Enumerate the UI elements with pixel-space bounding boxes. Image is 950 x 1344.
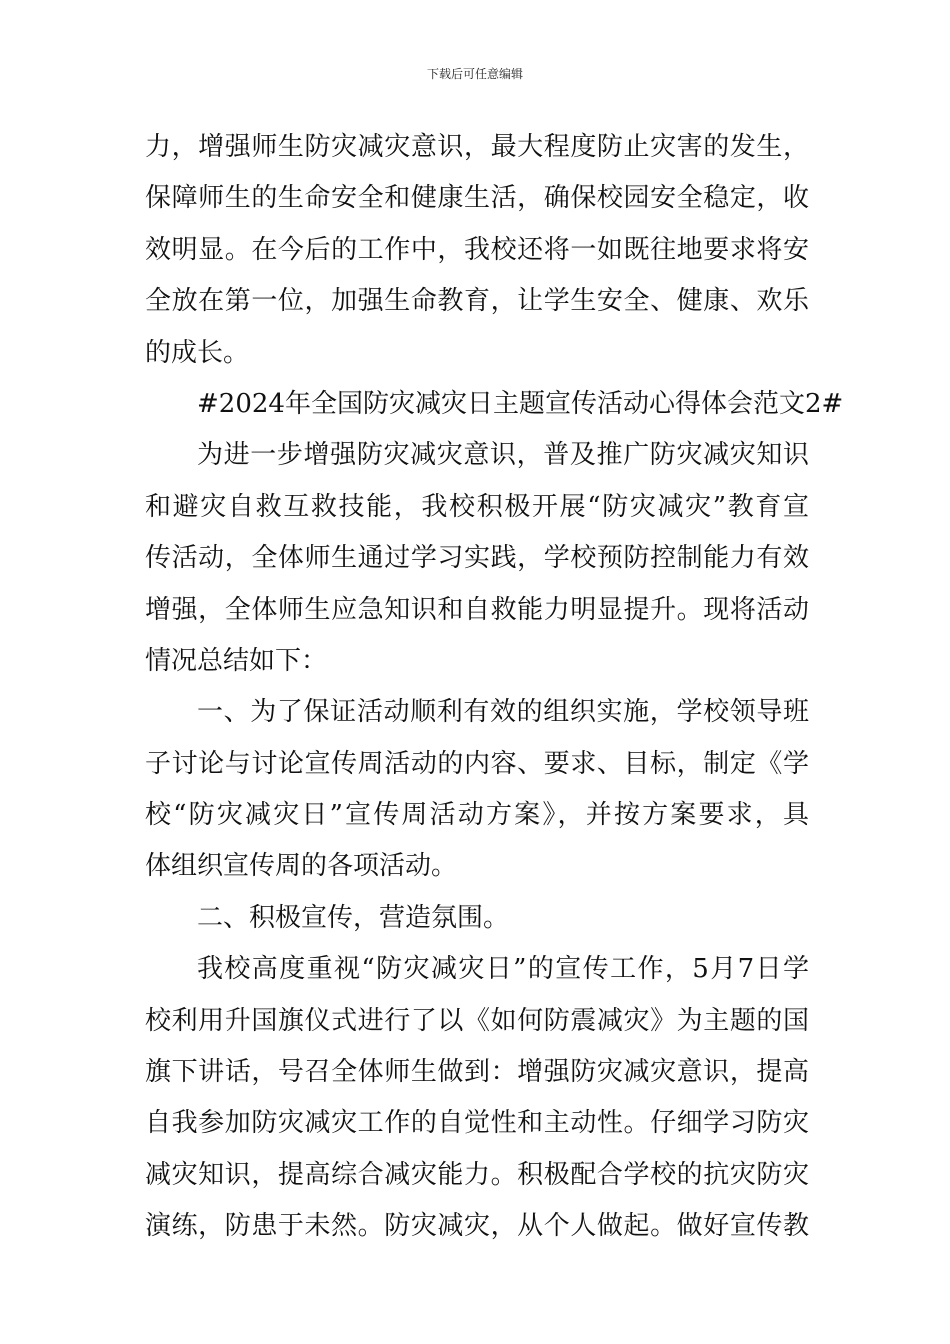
text-line: 自我参加防灾减灾工作的自觉性和主动性。仔细学习防灾 [145, 1108, 809, 1139]
text-line: 增强，全体师生应急知识和自救能力明显提升。现将活动 [145, 594, 809, 625]
text-line: 校“防灾减灾日”宣传周活动方案》，并按方案要求，具 [145, 800, 809, 831]
text-line: 一、为了保证活动顺利有效的组织实施，学校领导班 [197, 697, 809, 728]
text-line: 二、积极宣传，营造氛围。 [197, 902, 510, 933]
text-line: 效明显。在今后的工作中，我校还将一如既往地要求将安 [145, 234, 809, 265]
text-line: 校利用升国旗仪式进行了以《如何防震减灾》为主题的国 [145, 1005, 809, 1036]
text-line: 和避灾自救互救技能，我校积极开展“防灾减灾”教育宣 [145, 491, 809, 522]
text-line: 旗下讲话，号召全体师生做到：增强防灾减灾意识，提高 [145, 1057, 809, 1088]
text-line: 减灾知识，提高综合减灾能力。积极配合学校的抗灾防灾 [145, 1159, 809, 1190]
page-header: 下载后可任意编辑 [426, 67, 523, 81]
document-body [145, 122, 844, 1253]
text-line: 我校高度重视“防灾减灾日”的宣传工作，5月7日学 [197, 954, 809, 985]
text-line: 传活动，全体师生通过学习实践，学校预防控制能力有效 [145, 543, 809, 574]
text-line: 演练，防患于未然。防灾减灾，从个人做起。做好宣传教 [145, 1211, 809, 1242]
text-line: 的成长。 [145, 337, 250, 368]
section-heading: #2024年全国防灾减灾日主题宣传活动心得体会范文2# [197, 388, 844, 419]
text-line: 体组织宣传周的各项活动。 [145, 851, 458, 882]
text-line: 保障师生的生命安全和健康生活，确保校园安全稳定，收 [145, 183, 809, 214]
text-line: 情况总结如下： [145, 645, 328, 676]
text-line: 子讨论与讨论宣传周活动的内容、要求、目标，制定《学 [145, 748, 809, 779]
text-line: 为进一步增强防灾减灾意识，普及推广防灾减灾知识 [197, 440, 809, 471]
text-line: 全放在第一位，加强生命教育，让学生安全、健康、欢乐 [145, 286, 809, 317]
text-line: 力，增强师生防灾减灾意识，最大程度防止灾害的发生， [145, 132, 809, 162]
